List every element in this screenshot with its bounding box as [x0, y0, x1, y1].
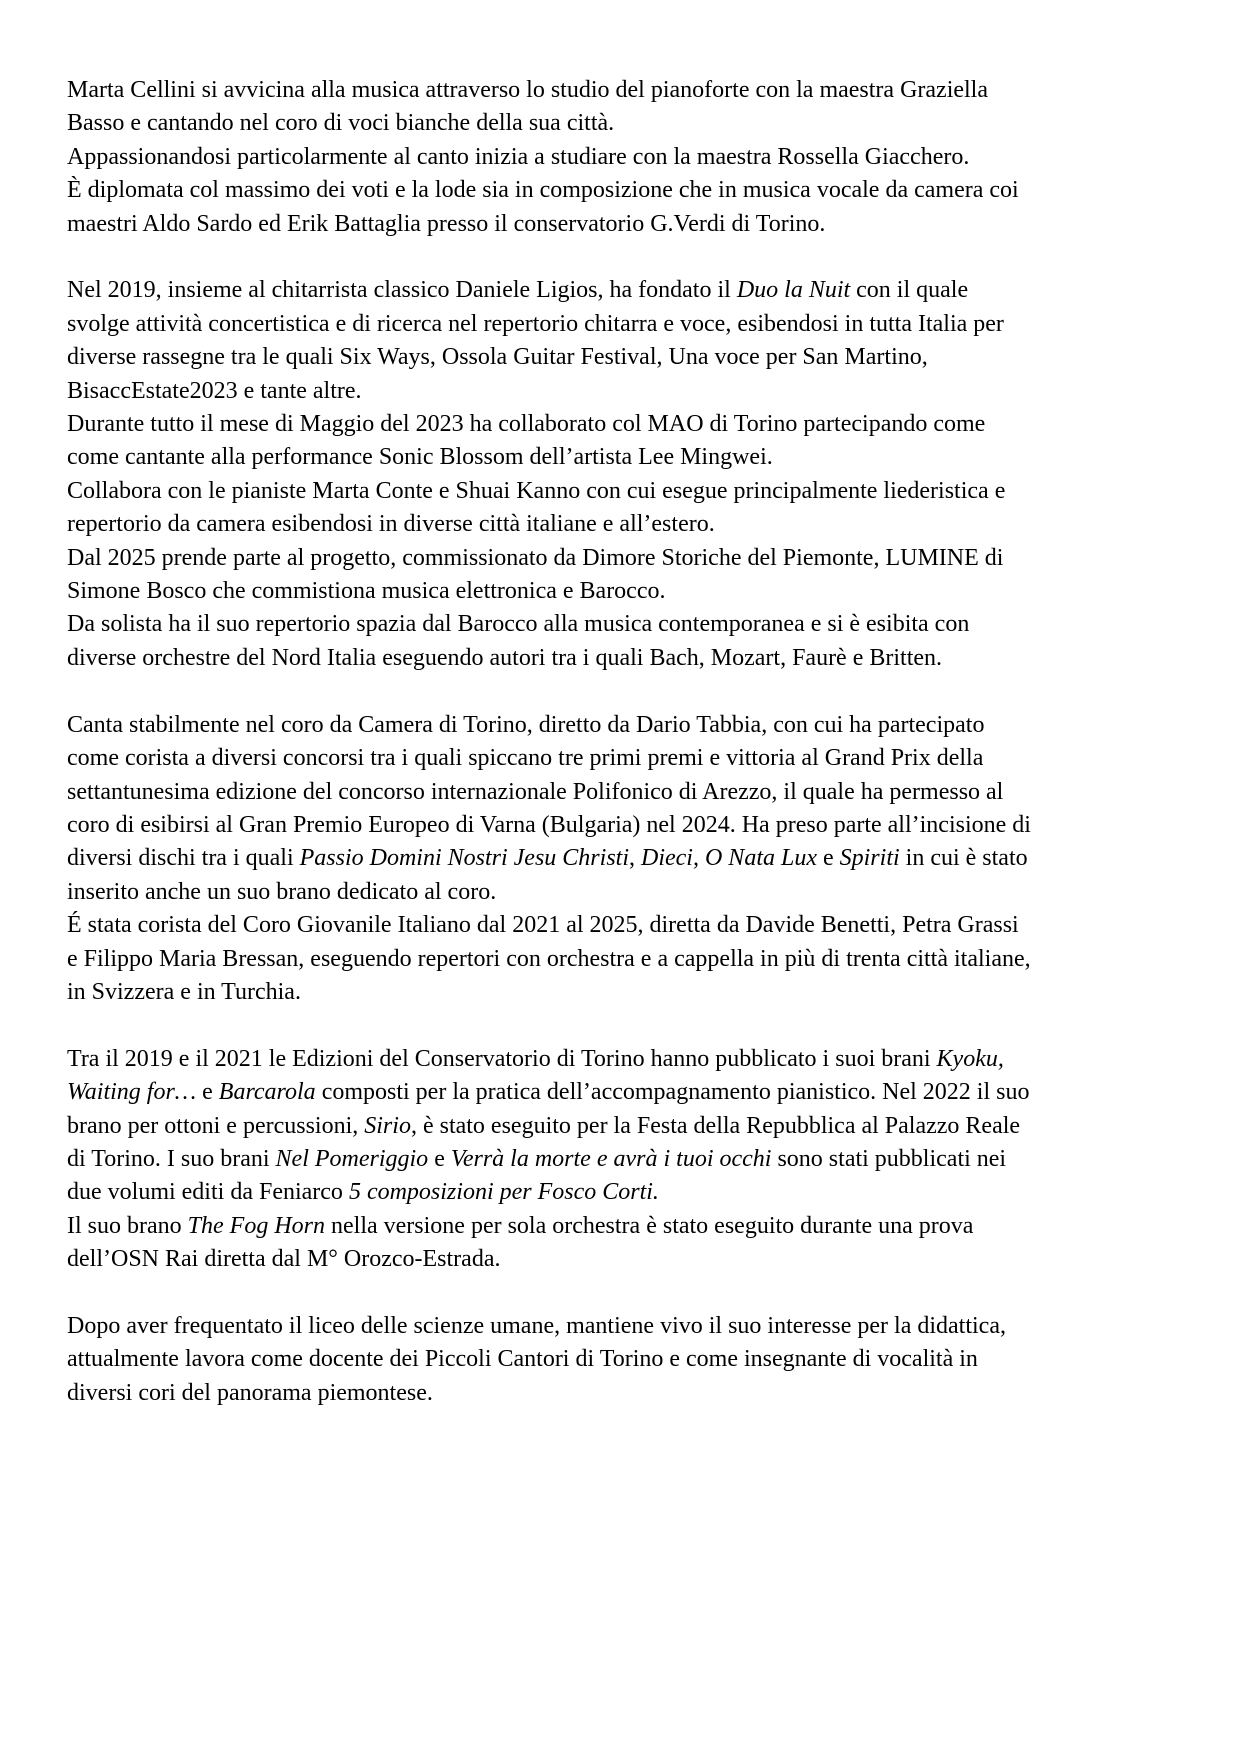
bio-paragraph-4 — [67, 1043, 1184, 1277]
text-line — [67, 1343, 1184, 1376]
bio-paragraph-5 — [67, 1310, 1184, 1410]
text-run: Simone Bosco che commistiona musica elettronica e Barocco. — [67, 578, 666, 605]
italic-title-run: Passio Domini Nostri Jesu Christi — [299, 845, 629, 872]
text-run: repertorio da camera esibendosi in diverse città italiane e all’estero. — [67, 511, 715, 538]
text-line — [67, 776, 1184, 809]
text-run: e Filippo Maria Bressan, eseguendo repertori con orchestra e a cappella in più di trenta città italiane, — [67, 945, 1031, 972]
text-run: brano per ottoni e percussioni, — [67, 1112, 365, 1139]
text-run: Marta Cellini si avvicina alla musica attraverso lo studio del pianoforte con la maestra Graziella — [67, 77, 988, 103]
text-run: dell’OSN Rai diretta dal M° Orozco-Estrada. — [67, 1246, 501, 1273]
bio-paragraph-2 — [67, 274, 1184, 675]
text-run: sono stati pubblicati nei — [771, 1145, 1007, 1172]
text-line — [67, 1210, 1184, 1243]
text-line — [67, 876, 1184, 909]
italic-title-run: Barcarola — [218, 1079, 316, 1106]
italic-title-run: Nel Pomeriggio — [275, 1145, 429, 1172]
bio-paragraph-3 — [67, 709, 1184, 1010]
text-line — [67, 709, 1184, 742]
text-line — [67, 943, 1184, 976]
text-line — [67, 375, 1184, 408]
text-run: con il quale — [850, 277, 969, 304]
text-run: Basso e cantando nel coro di voci bianche della sua città. — [67, 110, 615, 137]
text-line — [67, 308, 1184, 341]
text-run: Dal 2025 prende parte al progetto, commissionato da Dimore Storiche del Piemonte, LUMINE di — [67, 544, 1004, 571]
text-line — [67, 408, 1184, 441]
text-run: diverse orchestre del Nord Italia eseguendo autori tra i quali Bach, Mozart, Faurè e Britten. — [67, 644, 943, 671]
text-line — [67, 608, 1184, 641]
text-run: diverse rassegne tra le quali Six Ways, Ossola Guitar Festival, Una voce per San Martino, — [67, 344, 928, 371]
text-line — [67, 274, 1184, 307]
italic-title-run: Sirio — [364, 1112, 411, 1139]
text-line — [67, 1243, 1184, 1276]
text-run: Durante tutto il mese di Maggio del 2023 ha collaborato col MAO di Torino partecipando come — [67, 411, 986, 438]
text-line — [67, 74, 1184, 107]
text-line — [67, 141, 1184, 174]
text-run: in cui è stato — [899, 845, 1028, 872]
text-line — [67, 441, 1184, 474]
text-run: diversi cori del panorama piemontese. — [67, 1379, 433, 1406]
italic-title-run: Verrà la morte e avrà i tuoi occhi — [450, 1145, 772, 1172]
italic-title-run: The Fog Horn — [187, 1212, 325, 1239]
text-run: due volumi editi da Feniarco — [67, 1179, 349, 1206]
text-line — [67, 909, 1184, 942]
text-line — [67, 809, 1184, 842]
text-line — [67, 1076, 1184, 1109]
text-run: attualmente lavora come docente dei Piccoli Cantori di Torino e come insegnante di vocalità in — [67, 1346, 978, 1373]
text-run: coro di esibirsi al Gran Premio Europeo di Varna (Bulgaria) nel 2024. Ha preso parte all’incisione di — [67, 811, 1031, 838]
italic-title-run: Dieci, O Nata Lux — [641, 845, 817, 872]
text-line — [67, 1377, 1184, 1410]
text-run: , — [629, 845, 641, 872]
text-run: e — [428, 1145, 451, 1172]
text-run: É stata corista del Coro Giovanile Italiano dal 2021 al 2025, diretta da Davide Benetti, Petra Grassi — [67, 912, 1019, 939]
text-run: settantunesima edizione del concorso internazionale Polifonico di Arezzo, il quale ha permesso al — [67, 778, 1004, 805]
text-run: come corista a diversi concorsi tra i quali spiccano tre primi premi e vittoria al Grand Prix della — [67, 745, 984, 772]
text-run: Collabora con le pianiste Marta Conte e Shuai Kanno con cui esegue principalmente liederistica e — [67, 477, 1006, 504]
text-run: svolge attività concertistica e di ricerca nel repertorio chitarra e voce, esibendosi in tutta Italia per — [67, 310, 1004, 337]
text-line — [67, 542, 1184, 575]
text-line — [67, 1176, 1184, 1209]
text-line — [67, 976, 1184, 1009]
italic-title-run: Spiriti — [839, 845, 900, 872]
text-run: come cantante alla performance Sonic Blossom dell’artista Lee Mingwei. — [67, 444, 773, 471]
bio-paragraph-1 — [67, 74, 1184, 241]
text-run: BisaccEstate2023 e tante altre. — [67, 377, 362, 404]
text-line — [67, 208, 1184, 241]
text-run: Dopo aver frequentato il liceo delle scienze umane, mantiene vivo il suo interesse per la didattica, — [67, 1312, 1006, 1339]
text-run: maestri Aldo Sardo ed Erik Battaglia presso il conservatorio G.Verdi di Torino. — [67, 210, 826, 237]
text-run: diversi dischi tra i quali — [67, 845, 300, 872]
text-line — [67, 842, 1184, 875]
italic-title-run: 5 composizioni per Fosco Corti. — [348, 1179, 659, 1206]
text-run: in Svizzera e in Turchia. — [67, 978, 301, 1005]
text-line — [67, 575, 1184, 608]
text-run: e — [816, 845, 840, 872]
text-run: Da solista ha il suo repertorio spazia dal Barocco alla musica contemporanea e si è esibita con — [67, 611, 970, 638]
text-line — [67, 107, 1184, 140]
italic-title-run: Duo la Nuit — [736, 277, 851, 304]
text-run: composti per la pratica dell’accompagnamento pianistico. Nel 2022 il suo — [315, 1079, 1030, 1106]
text-run: nella versione per sola orchestra è stato eseguito durante una prova — [325, 1212, 974, 1239]
biography-text — [67, 74, 1184, 1410]
text-line — [67, 642, 1184, 675]
text-run: Tra il 2019 e il 2021 le Edizioni del Conservatorio di Torino hanno pubblicato i suoi brani — [67, 1045, 937, 1072]
text-run: di Torino. I suo brani — [67, 1145, 276, 1172]
text-line — [67, 508, 1184, 541]
text-run: e — [196, 1079, 219, 1106]
text-line — [67, 475, 1184, 508]
italic-title-run: Waiting for… — [67, 1079, 197, 1106]
text-run: Nel 2019, insieme al chitarrista classico Daniele Ligios, ha fondato il — [67, 277, 737, 304]
text-line — [67, 1143, 1184, 1176]
text-run: , è stato eseguito per la Festa della Repubblica al Palazzo Reale — [410, 1112, 1021, 1139]
text-run: È diplomata col massimo dei voti e la lode sia in composizione che in musica vocale da camera coi — [67, 177, 1019, 204]
text-line — [67, 174, 1184, 207]
text-line — [67, 341, 1184, 374]
text-line — [67, 1043, 1184, 1076]
text-line — [67, 1110, 1184, 1143]
text-line — [67, 742, 1184, 775]
text-run: Canta stabilmente nel coro da Camera di Torino, diretto da Dario Tabbia, con cui ha partecipato — [67, 711, 985, 738]
text-run: Il suo brano — [67, 1212, 188, 1239]
text-run: Appassionandosi particolarmente al canto inizia a studiare con la maestra Rossella Giacchero. — [67, 143, 970, 170]
text-run: inserito anche un suo brano dedicato al coro. — [67, 878, 497, 905]
italic-title-run: Kyoku, — [936, 1045, 1004, 1072]
text-line — [67, 1310, 1184, 1343]
